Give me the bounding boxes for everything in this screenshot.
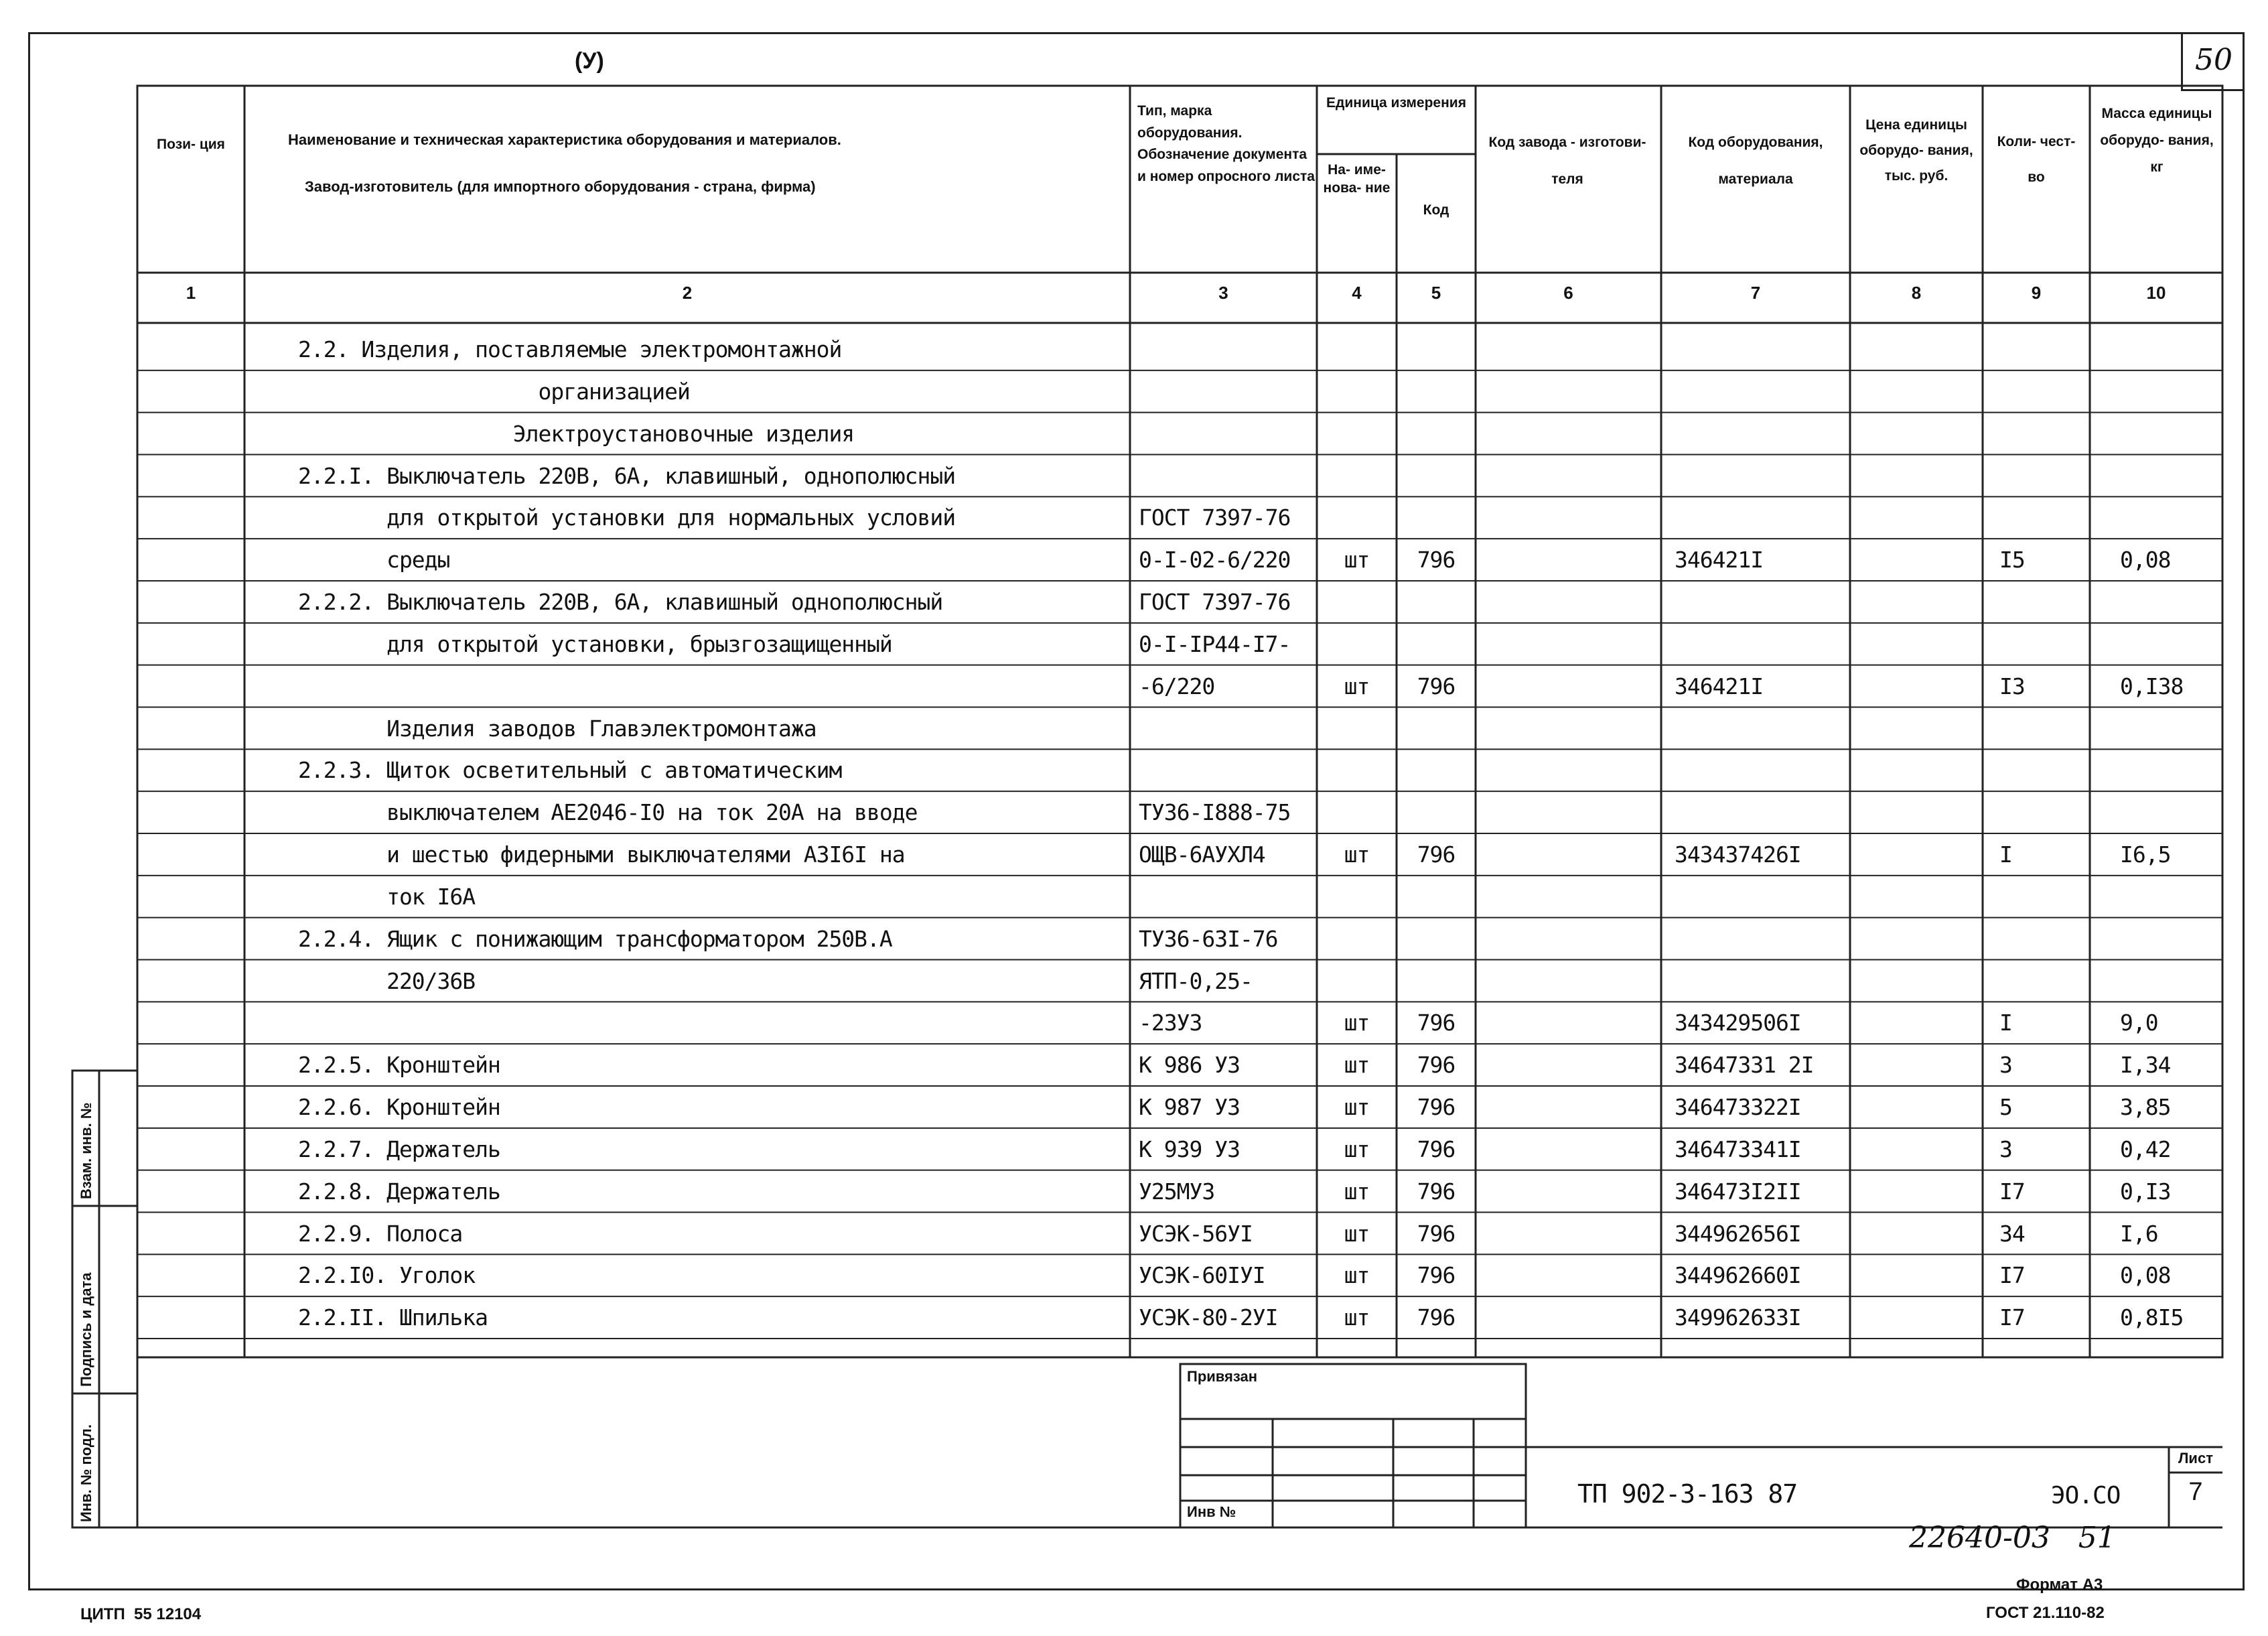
cell-c7: 346421I xyxy=(1675,673,1764,699)
cell-c3: -6/220 xyxy=(1139,673,1215,699)
cell-c9: 3 xyxy=(1999,1052,2012,1079)
cell-c2: выключателем АЕ2046-I0 на ток 20А на вводе xyxy=(298,799,918,826)
column-number-1: 1 xyxy=(186,283,196,303)
header-col6: Код завода - изготови- теля xyxy=(1488,135,1646,187)
cell-c2: для открытой установки, брызгозащищенный xyxy=(298,630,892,657)
cell-c5: 796 xyxy=(1417,1262,1456,1289)
side-stamp-inv: Инв. № подл. xyxy=(78,1424,94,1522)
cell-c4: шт xyxy=(1344,1052,1370,1079)
cell-c5: 796 xyxy=(1417,547,1456,573)
column-number-2: 2 xyxy=(682,283,693,303)
cell-c9: I7 xyxy=(1999,1304,2025,1331)
cell-c9: I3 xyxy=(1999,673,2025,699)
cell-c2: 2.2. Изделия, поставляемые электромонтажной xyxy=(298,336,842,362)
cell-c4: шт xyxy=(1344,1262,1370,1289)
column-number-7: 7 xyxy=(1750,283,1761,303)
cell-c2: организацией xyxy=(298,378,690,405)
header-col2-line2: Завод-изготовитель (для импортного оборудования - страна, фирма) xyxy=(305,178,816,195)
cell-c3: У25МУ3 xyxy=(1139,1178,1215,1205)
cell-c10: 0,42 xyxy=(2120,1136,2171,1162)
cell-c10: 0,I38 xyxy=(2120,673,2184,699)
header-col2-line1: Наименование и техническая характеристика оборудования и материалов. xyxy=(288,131,841,148)
stamp-list-label: Лист xyxy=(2178,1450,2213,1467)
cell-c2: 2.2.2. Выключатель 220В, 6А, клавишный однополюсный xyxy=(298,589,943,615)
side-stamp-podpis: Подпись и дата xyxy=(78,1272,94,1387)
cell-c7: 343429506I xyxy=(1675,1010,1801,1036)
cell-c4: шт xyxy=(1344,1304,1370,1331)
cell-c10: 3,85 xyxy=(2120,1094,2171,1120)
header-col5: Код xyxy=(1423,202,1449,218)
cell-c2: 2.2.4. Ящик с понижающим трансформатором 250В.А xyxy=(298,925,892,952)
cell-c5: 796 xyxy=(1417,1136,1456,1162)
cell-c2: 2.2.II. Шпилька xyxy=(298,1304,488,1331)
cell-c5: 796 xyxy=(1417,1094,1456,1120)
cell-c2: ток I6А xyxy=(298,883,476,910)
cell-c10: 9,0 xyxy=(2120,1010,2158,1036)
cell-c7: 346421I xyxy=(1675,547,1764,573)
cell-c3: ОЩВ-6АУХЛ4 xyxy=(1139,841,1265,868)
cell-c4: шт xyxy=(1344,547,1370,573)
cell-c2: для открытой установки для нормальных условий xyxy=(298,504,956,531)
cell-c9: 5 xyxy=(1999,1094,2012,1120)
cell-c3: К 986 У3 xyxy=(1139,1052,1240,1079)
cell-c2: 2.2.6. Кронштейн xyxy=(298,1094,500,1120)
stamp-list-no: 7 xyxy=(2188,1478,2203,1506)
cell-c3: ТУ36-I888-75 xyxy=(1139,799,1291,826)
cell-c9: I xyxy=(1999,841,2012,868)
cell-c3: УСЭК-56УI xyxy=(1139,1220,1253,1247)
cell-c5: 796 xyxy=(1417,1178,1456,1205)
cell-c9: 3 xyxy=(1999,1136,2012,1162)
column-number-10: 10 xyxy=(2146,283,2166,303)
cell-c10: 0,08 xyxy=(2120,1262,2171,1289)
cell-c3: К 939 У3 xyxy=(1139,1136,1240,1162)
cell-c7: 343437426I xyxy=(1675,841,1801,868)
cell-c2: 2.2.3. Щиток осветительный с автоматическим xyxy=(298,757,842,784)
header-col7: Код оборудования, материала xyxy=(1688,135,1823,187)
cell-c9: 34 xyxy=(1999,1220,2025,1247)
cell-c7: 349962633I xyxy=(1675,1304,1801,1331)
column-number-5: 5 xyxy=(1431,283,1441,303)
header-col8: Цена единицы оборудо- вания, тыс. руб. xyxy=(1859,117,1973,184)
column-number-4: 4 xyxy=(1352,283,1362,303)
cell-c3: -23У3 xyxy=(1139,1010,1202,1036)
cell-c7: 344962660I xyxy=(1675,1262,1801,1289)
cell-c3: К 987 У3 xyxy=(1139,1094,1240,1120)
header-col3: Тип, марка оборудования. Обозначение документа и номер опросного листа xyxy=(1137,103,1315,184)
footer-format: Формат А3 xyxy=(2016,1576,2103,1594)
cell-c5: 796 xyxy=(1417,1010,1456,1036)
cell-c2: среды xyxy=(298,547,450,573)
handwritten-number: 22640-03 51 xyxy=(1909,1521,2116,1555)
stamp-doc-code: ТП 902-3-163 87 xyxy=(1577,1479,1798,1509)
column-number-9: 9 xyxy=(2031,283,2042,303)
stamp-section: ЭО.СО xyxy=(2051,1482,2121,1509)
header-col4: На- име- нова- ние xyxy=(1323,162,1391,196)
cell-c2: Изделия заводов Главэлектромонтажа xyxy=(298,715,817,742)
cell-c4: шт xyxy=(1344,673,1370,699)
cell-c10: 0,I3 xyxy=(2120,1178,2171,1205)
column-number-3: 3 xyxy=(1218,283,1228,303)
cell-c2: 2.2.I. Выключатель 220В, 6А, клавишный, однополюсный xyxy=(298,462,956,489)
cell-c3: ГОСТ 7397-76 xyxy=(1139,589,1291,615)
cell-c2: 2.2.7. Держатель xyxy=(298,1136,500,1162)
cell-c4: шт xyxy=(1344,841,1370,868)
cell-c4: шт xyxy=(1344,1220,1370,1247)
cell-c7: 346473341I xyxy=(1675,1136,1801,1162)
cell-c10: 0,08 xyxy=(2120,547,2171,573)
cell-c10: I,6 xyxy=(2120,1220,2158,1247)
column-number-8: 8 xyxy=(1911,283,1922,303)
cell-c7: 346473I2II xyxy=(1675,1178,1801,1205)
cell-c5: 796 xyxy=(1417,673,1456,699)
cell-c3: УСЭК-60IУI xyxy=(1139,1262,1265,1289)
cell-c3: ТУ36-63I-76 xyxy=(1139,925,1278,952)
cell-c9: I5 xyxy=(1999,547,2025,573)
cell-c3: 0-I-IP44-I7- xyxy=(1139,630,1291,657)
cell-c2: 2.2.9. Полоса xyxy=(298,1220,463,1247)
cell-c3: 0-I-02-6/220 xyxy=(1139,547,1291,573)
cell-c5: 796 xyxy=(1417,1304,1456,1331)
cell-c7: 344962656I xyxy=(1675,1220,1801,1247)
cell-c2: Электроустановочные изделия xyxy=(298,420,855,447)
cell-c4: шт xyxy=(1344,1094,1370,1120)
cell-c2: 2.2.I0. Уголок xyxy=(298,1262,476,1289)
cell-c5: 796 xyxy=(1417,1052,1456,1079)
cell-c3: УСЭК-80-2УI xyxy=(1139,1304,1278,1331)
cell-c10: 0,8I5 xyxy=(2120,1304,2184,1331)
cell-c4: шт xyxy=(1344,1010,1370,1036)
header-unit-group: Единица измерения xyxy=(1326,95,1466,111)
top-marker: (У) xyxy=(575,48,604,74)
header-col10: Масса единицы оборудо- вания, кг xyxy=(2100,106,2214,175)
cell-c3: ГОСТ 7397-76 xyxy=(1139,504,1291,531)
cell-c2: 220/36В xyxy=(298,967,476,994)
footer-gost: ГОСТ 21.110-82 xyxy=(1986,1604,2105,1622)
cell-c5: 796 xyxy=(1417,841,1456,868)
cell-c7: 346473322I xyxy=(1675,1094,1801,1120)
cell-c7: 34647331 2I xyxy=(1675,1052,1814,1079)
cell-c5: 796 xyxy=(1417,1220,1456,1247)
stamp-privyazan: Привязан xyxy=(1187,1368,1258,1385)
header-col1: Пози- ция xyxy=(157,137,225,152)
cell-c4: шт xyxy=(1344,1178,1370,1205)
cell-c10: I,34 xyxy=(2120,1052,2171,1079)
stamp-inv-no: Инв № xyxy=(1187,1503,1236,1520)
sheet-number: 50 xyxy=(2181,32,2245,91)
side-stamp-vzam: Взам. инв. № xyxy=(78,1102,94,1199)
cell-c2: 2.2.5. Кронштейн xyxy=(298,1052,500,1079)
footer-left-code: ЦИТП 55 12104 xyxy=(80,1605,202,1623)
column-number-6: 6 xyxy=(1563,283,1573,303)
cell-c4: шт xyxy=(1344,1136,1370,1162)
cell-c9: I7 xyxy=(1999,1262,2025,1289)
cell-c2: 2.2.8. Держатель xyxy=(298,1178,500,1205)
cell-c2: и шестью фидерными выключателями А3I6I на xyxy=(298,841,905,868)
cell-c3: ЯТП-0,25- xyxy=(1139,967,1253,994)
header-col9: Коли- чест- во xyxy=(1997,134,2076,185)
cell-c9: I xyxy=(1999,1010,2012,1036)
cell-c10: I6,5 xyxy=(2120,841,2171,868)
cell-c9: I7 xyxy=(1999,1178,2025,1205)
